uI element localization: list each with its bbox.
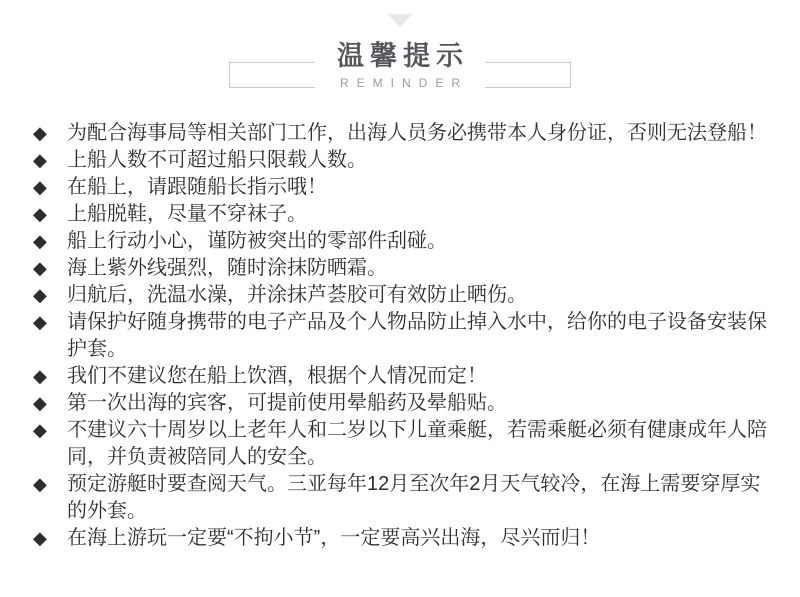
reminder-text: 为配合海事局等相关部门工作，出海人员务必携带本人身份证，否则无法登船！ <box>67 122 767 144</box>
diamond-bullet-icon: ◆ <box>33 474 47 494</box>
reminder-text: 船上行动小心，谨防被突出的零部件刮碰。 <box>67 230 447 252</box>
reminder-text: 在海上游玩一定要“不拘小节”，一定要高兴出海，尽兴而归！ <box>67 527 601 549</box>
reminder-text: 上船脱鞋，尽量不穿袜子。 <box>67 203 307 225</box>
diamond-bullet-icon: ◆ <box>33 231 47 251</box>
page-title: 温馨提示 <box>337 41 469 71</box>
reminder-item <box>33 228 777 255</box>
reminder-text: 第一次出海的宾客，可提前使用晕船药及晕船贴。 <box>67 392 507 414</box>
reminder-text: 请保护好随身携带的电子产品及个人物品防止掉入水中，给你的电子设备安装保护套。 <box>67 311 767 360</box>
title-text-block <box>315 43 485 89</box>
reminder-item <box>33 120 777 147</box>
diamond-bullet-icon: ◆ <box>33 204 47 224</box>
page-subtitle: REMINDER <box>339 76 468 90</box>
reminder-text: 在船上，请跟随船长指示哦！ <box>67 176 327 198</box>
reminder-item <box>33 525 777 552</box>
reminder-item <box>33 309 777 363</box>
diamond-bullet-icon: ◆ <box>33 393 47 413</box>
reminder-text: 海上紫外线强烈，随时涂抹防晒霜。 <box>67 257 387 279</box>
diamond-bullet-icon: ◆ <box>33 285 47 305</box>
reminder-notice-page <box>0 14 800 597</box>
diamond-bullet-icon: ◆ <box>33 258 47 278</box>
diamond-bullet-icon: ◆ <box>33 123 47 143</box>
reminder-list <box>33 120 777 552</box>
reminder-item <box>33 417 777 471</box>
reminder-text: 我们不建议您在船上饮酒，根据个人情况而定！ <box>67 365 487 387</box>
reminder-item <box>33 390 777 417</box>
reminder-item <box>33 471 777 525</box>
reminder-item <box>33 147 777 174</box>
reminder-text: 不建议六十周岁以上老年人和二岁以下儿童乘艇，若需乘艇必须有健康成年人陪同，并负责被陪同人的安全。 <box>67 419 767 468</box>
reminder-text: 预定游艇时要查阅天气。三亚每年12月至次年2月天气较冷，在海上需要穿厚实的外套。 <box>67 473 761 522</box>
reminder-item <box>33 255 777 282</box>
diamond-bullet-icon: ◆ <box>33 312 47 332</box>
reminder-item <box>33 201 777 228</box>
diamond-bullet-icon: ◆ <box>33 150 47 170</box>
reminder-item <box>33 174 777 201</box>
diamond-bullet-icon: ◆ <box>33 528 47 548</box>
reminder-text: 上船人数不可超过船只限载人数。 <box>67 149 367 171</box>
diamond-bullet-icon: ◆ <box>33 420 47 440</box>
diamond-bullet-icon: ◆ <box>33 366 47 386</box>
chevron-down-icon <box>388 14 412 27</box>
reminder-text: 归航后，洗温水澡，并涂抹芦荟胶可有效防止晒伤。 <box>67 284 527 306</box>
diamond-bullet-icon: ◆ <box>33 177 47 197</box>
reminder-item <box>33 363 777 390</box>
section-header <box>229 43 571 92</box>
reminder-item <box>33 282 777 309</box>
